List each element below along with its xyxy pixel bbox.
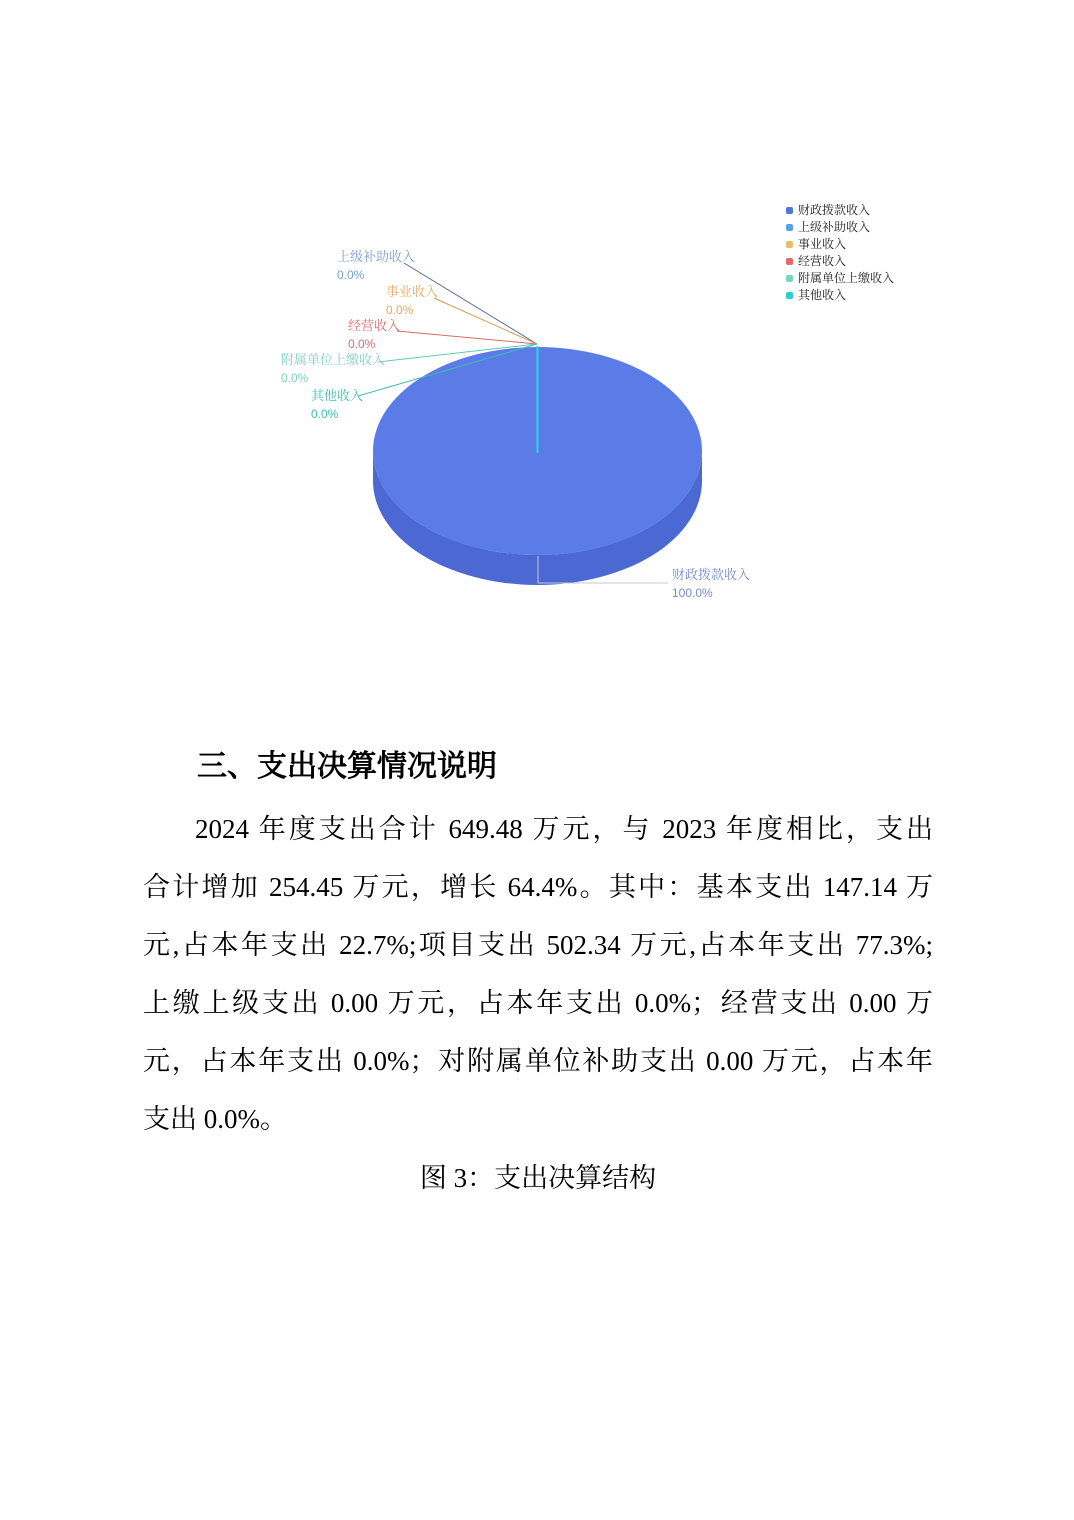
pie-label-percent: 0.0% [386,303,414,317]
pie-label-percent: 0.0% [281,371,309,385]
legend-item-jingying[interactable] [786,253,894,270]
legend-swatch [786,207,793,214]
legend-label: 上级补助收入 [798,220,871,234]
legend-item-fushu[interactable] [786,270,894,287]
income-pie-chart [0,0,1074,660]
body-line: 合计增加 254.45 万元，增长 64.4%。其中：基本支出 147.14 万 [143,872,933,902]
pie-label-jingying [348,316,400,354]
legend-label: 事业收入 [798,237,847,251]
legend-item-caizheng[interactable] [786,202,894,219]
body-line: 支出 0.0%。 [143,1104,287,1134]
legend-swatch [786,275,793,282]
pie-label-name: 附属单位上缴收入 [281,352,386,367]
pie-label-percent: 0.0% [311,407,339,421]
body-line: 上缴上级支出 0.00 万元，占本年支出 0.0%；经营支出 0.00 万 [143,988,933,1018]
figure-caption: 图 3：支出决算结构 [419,1163,657,1193]
pie-label-name: 其他收入 [311,388,364,403]
legend-swatch [786,241,793,248]
legend-swatch [786,292,793,299]
pie-label-percent: 0.0% [348,337,376,351]
legend-item-qita[interactable] [786,287,894,304]
legend-label: 经营收入 [798,254,847,268]
pie-label-qita [311,386,363,424]
pie-label-fushu [281,350,385,388]
legend-swatch [786,224,793,231]
pie-label-percent: 0.0% [337,268,365,282]
legend-label: 其他收入 [798,288,847,302]
leader-line-shiye [434,298,537,344]
legend-item-shangji[interactable] [786,219,894,236]
pie-label-name: 事业收入 [386,284,439,299]
body-paragraph [143,800,933,1148]
pie-label-name: 上级补助收入 [337,249,416,264]
body-line: 2024 年度支出合计 649.48 万元，与 2023 年度相比，支出 [195,814,933,844]
legend-swatch [786,258,793,265]
legend-item-shiye[interactable] [786,236,894,253]
legend-label: 财政拨款收入 [798,203,871,217]
pie-label-name: 财政拨款收入 [672,567,751,582]
section-heading: 三、支出决算情况说明 [197,750,497,783]
body-line: 元，占本年支出 0.0%；对附属单位补助支出 0.00 万元，占本年 [143,1046,933,1076]
legend-label: 附属单位上缴收入 [798,271,895,285]
pie-label-percent: 100.0% [672,586,713,600]
pie-label-name: 经营收入 [348,318,401,333]
body-line: 元,占本年支出 22.7%;项目支出 502.34 万元,占本年支出 77.3%; [143,930,933,960]
chart-legend [786,202,894,304]
pie-label-shiye [386,282,438,320]
pie-label-caizheng [672,565,750,603]
leader-line-jingying [397,331,537,344]
pie-label-shangji [337,247,415,285]
